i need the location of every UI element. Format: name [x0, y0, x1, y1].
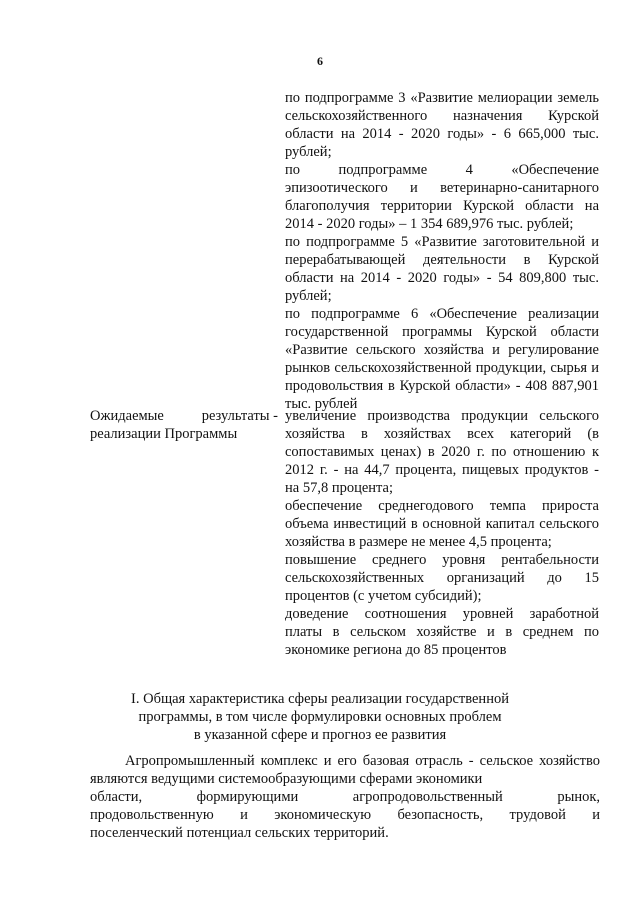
body-word: продовольственную [90, 807, 214, 823]
section-body [90, 752, 600, 842]
result-item-investment: обеспечение среднегодового темпа прироста объема инвестиций в основной капитал сельского хозяйства в размере не менее 4,5 процента; [285, 498, 599, 550]
body-word: области, [90, 789, 143, 805]
label-word-2: результаты - [201, 408, 278, 424]
body-word: рынок, [557, 789, 600, 805]
body-line-2 [90, 788, 600, 806]
subprogram-3-funding: по подпрограмме 3 «Развитие мелиорации земель сельскохозяйственного назначения Курской области на 2014 - 2020 годы» - 6 665,000 тыс. рублей; [285, 90, 599, 160]
result-item-wages: доведение соотношения уровней заработной платы в сельском хозяйстве и в среднем по экономике региона до 85 процентов [285, 606, 599, 658]
body-word: безопасность, [397, 807, 484, 823]
body-word: формирующими [196, 789, 299, 805]
expected-results-list [285, 407, 599, 659]
body-word: и [240, 807, 248, 823]
section-heading-line-1: I. Общая характеристика сферы реализации государственной [131, 691, 509, 707]
subprogram-5-funding: по подпрограмме 5 «Развитие заготовительной и перерабатывающей деятельности в Курской области на 2014 - 2020 годы» - 54 809,800 тыс. рублей; [285, 234, 599, 304]
body-word: экономическую [274, 807, 372, 823]
body-line-4: поселенческий потенциал сельских территорий. [90, 825, 389, 841]
section-heading-line-3: в указанной сфере и прогноз ее развития [193, 727, 447, 743]
result-item-profitability: повышение среднего уровня рентабельности сельскохозяйственных организаций до 15 процентов (с учетом субсидий); [285, 552, 599, 604]
body-paragraph-start: Агропромышленный комплекс и его базовая отрасль - сельское хозяйство являются ведущими системообразующими сферами экономики [90, 753, 600, 787]
subprogram-funding-list [285, 89, 599, 413]
result-item-production: увеличение производства продукции сельского хозяйства в хозяйствах всех категорий (в сопоставимых ценах) в 2020 г. по отношению к 2012 г. - на 44,7 процента, пищевых продуктов - на 57,8 процента; [285, 408, 599, 496]
body-word: агропродовольственный [352, 789, 503, 805]
label-line-2: реализации Программы [90, 426, 238, 442]
page-number: 6 [317, 54, 323, 68]
section-heading-line-2: программы, в том числе формулировки основных проблем [138, 709, 502, 725]
subprogram-6-funding: по подпрограмме 6 «Обеспечение реализации государственной программы Курской области «Развитие сельского хозяйства и регулирование рынков сельскохозяйственной продукции, сырья и продовольствия в Курской области» - 408 887,901 тыс. рублей [285, 306, 599, 412]
expected-results-label [90, 407, 278, 443]
body-word: и [592, 807, 600, 823]
subprogram-4-funding: по подпрограмме 4 «Обеспечение эпизоотического и ветеринарно-санитарного благополучия территории Курской области на 2014 - 2020 годы» – 1 354 689,976 тыс. рублей; [285, 162, 599, 232]
section-heading [0, 690, 640, 744]
label-word-1: Ожидаемые [90, 408, 164, 424]
body-word: трудовой [509, 807, 566, 823]
body-line-3 [90, 806, 600, 824]
